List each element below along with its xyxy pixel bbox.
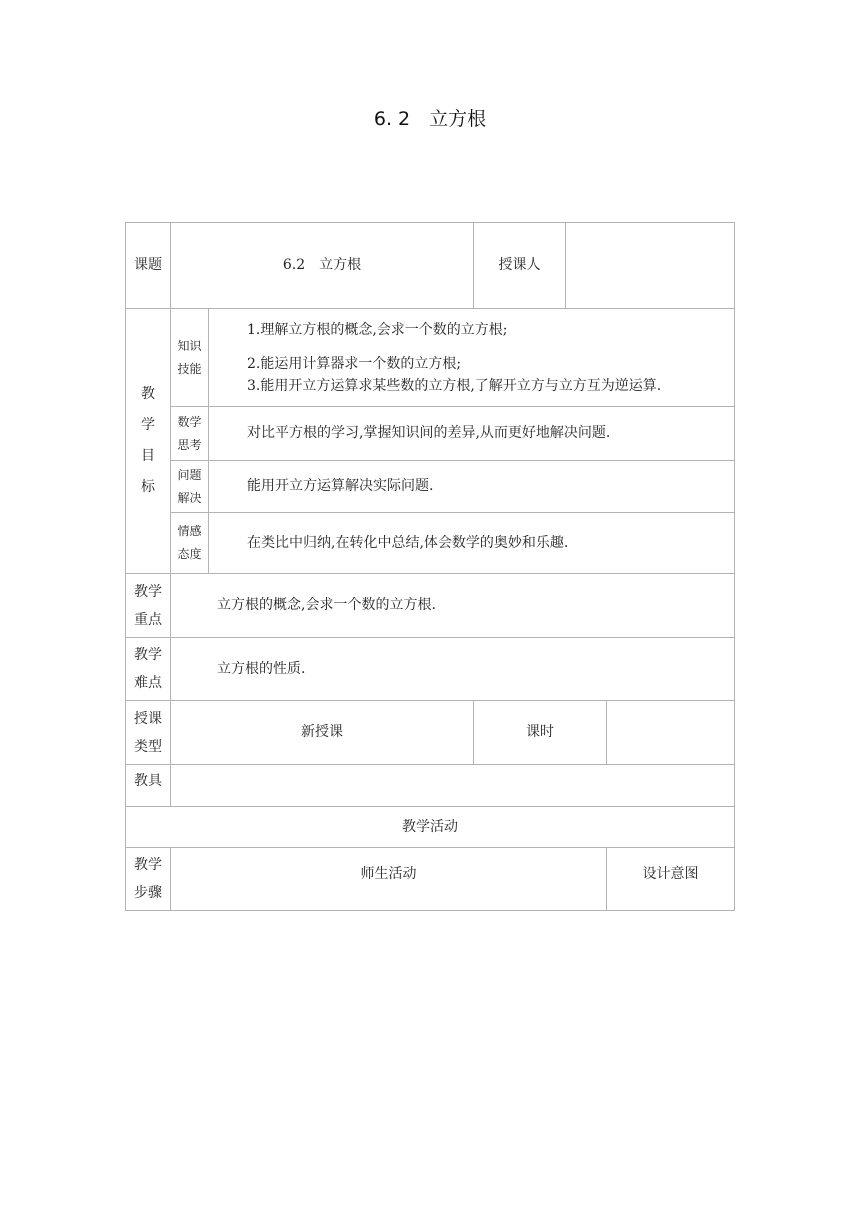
- objective-knowledge-row: [126, 309, 735, 407]
- steps-label-line: 教学: [134, 857, 162, 873]
- lesson-type-value-text: 新授课: [301, 724, 343, 741]
- tools-row: [126, 765, 735, 807]
- objectives-label-char: 学: [141, 417, 155, 433]
- activities-heading: 教学活动: [126, 807, 735, 848]
- topic-value: 6.2 立方根: [171, 223, 474, 309]
- steps-label-line: 步骤: [134, 885, 162, 901]
- problem-label-line: 问题: [177, 467, 202, 482]
- teacher-value: [566, 223, 735, 309]
- objectives-label-char: 标: [141, 479, 155, 495]
- key-point-label-line: 重点: [134, 611, 162, 628]
- knowledge-item: 3.能用开立方运算求某些数的立方根,了解开立方与立方互为逆运算.: [247, 377, 662, 394]
- topic-row: [126, 223, 735, 309]
- problem-text: 能用开立方运算解决实际问题.: [209, 461, 735, 513]
- knowledge-label: [171, 309, 209, 407]
- knowledge-item: 2.能运用计算器求一个数的立方根;: [247, 355, 462, 372]
- problem-label: [171, 461, 209, 513]
- objective-thinking-row: [126, 407, 735, 461]
- knowledge-label-line: 技能: [177, 361, 202, 376]
- thinking-text: 对比平方根的学习,掌握知识间的差异,从而更好地解决问题.: [209, 407, 735, 461]
- hours-label: 课时: [474, 701, 607, 765]
- attitude-label: [171, 513, 209, 574]
- attitude-label-line: 态度: [177, 547, 202, 561]
- lesson-type-label-line: 类型: [134, 738, 162, 755]
- thinking-label-line: 数学: [177, 414, 202, 429]
- objective-problem-row: [126, 461, 735, 513]
- knowledge-items: [209, 309, 735, 407]
- difficulty-row: [126, 638, 735, 701]
- lesson-type-label-line: 授课: [134, 710, 162, 727]
- hours-value: [607, 701, 735, 765]
- problem-label-line: 解决: [177, 490, 202, 505]
- thinking-label-line: 思考: [177, 437, 202, 452]
- difficulty-text: 立方根的性质.: [171, 638, 735, 701]
- objectives-label: [126, 309, 171, 574]
- objectives-label-char: 教: [141, 386, 155, 402]
- activities-heading-row: [126, 807, 735, 848]
- attitude-label-line: 情感: [177, 524, 202, 538]
- key-point-label: [126, 574, 171, 638]
- topic-label: 课题: [126, 223, 171, 309]
- steps-label: [126, 848, 171, 911]
- difficulty-label-line: 难点: [134, 675, 162, 691]
- key-point-row: [126, 574, 735, 638]
- difficulty-label-line: 教学: [134, 647, 162, 663]
- lesson-type-value: [171, 701, 474, 765]
- tools-label: 教具: [126, 765, 171, 807]
- objective-attitude-row: [126, 513, 735, 574]
- activity-header: 师生活动: [171, 848, 607, 911]
- tools-value: [171, 765, 735, 807]
- intent-header: 设计意图: [607, 848, 735, 911]
- lesson-type-row: [126, 701, 735, 765]
- attitude-text: 在类比中归纳,在转化中总结,体会数学的奥妙和乐趣.: [209, 513, 735, 574]
- knowledge-item: 1.理解立方根的概念,会求一个数的立方根;: [247, 321, 508, 338]
- page-title: 6. 2 立方根: [373, 108, 487, 130]
- difficulty-label: [126, 638, 171, 701]
- objectives-label-char: 目: [141, 448, 155, 464]
- steps-header-row: [126, 848, 735, 911]
- thinking-label: [171, 407, 209, 461]
- key-point-text: 立方根的概念,会求一个数的立方根.: [171, 574, 735, 638]
- key-point-label-line: 教学: [134, 583, 162, 600]
- teacher-label: 授课人: [474, 223, 566, 309]
- knowledge-label-line: 知识: [177, 338, 202, 353]
- lesson-type-label: [126, 701, 171, 765]
- lesson-plan-table: [125, 222, 735, 911]
